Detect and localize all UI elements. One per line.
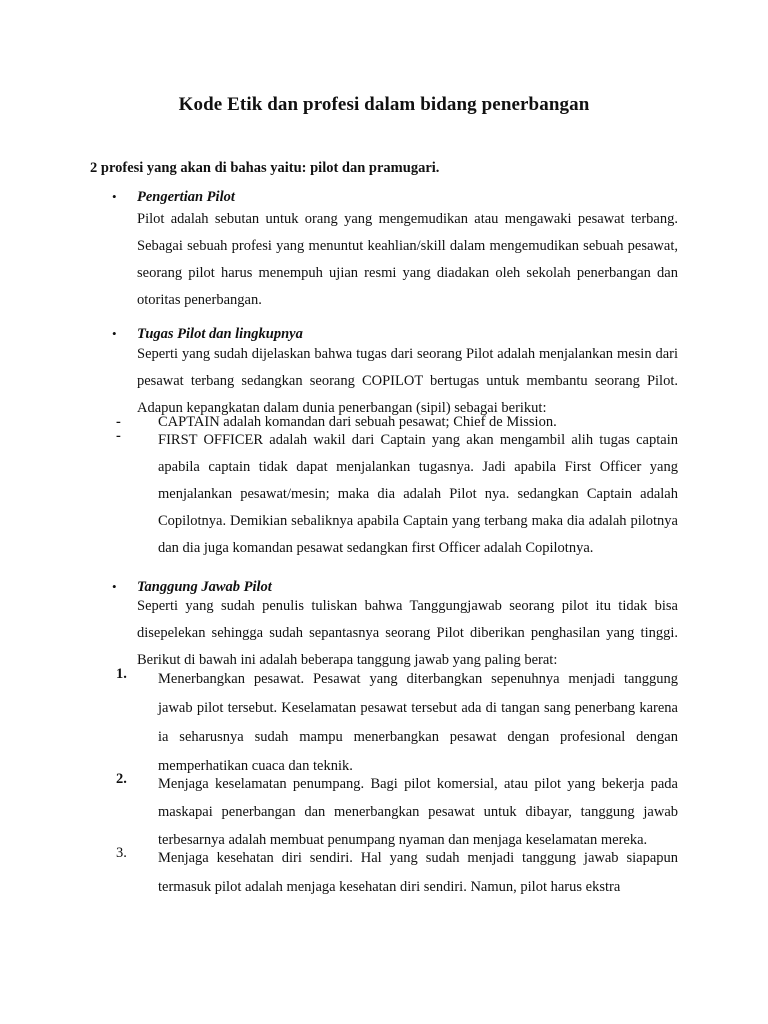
- list-item-text: Menjaga keselamatan penumpang. Bagi pilot komersial, atau pilot yang bekerja pada maskapai penerbangan dan menerbangkan pesawat untuk dibayar, tanggung jawab terbesarnya adalah membuat penumpang nyaman dan menjaga keselamatan mereka.: [158, 776, 678, 848]
- section-paragraph: Seperti yang sudah dijelaskan bahwa tugas dari seorang Pilot adalah menjalankan mesin dari pesawat terbang sedangkan seorang COPILOT bertugas untuk membantu seorang Pilot. Adapun kepangkatan dalam dunia penerbangan (sipil) sebagai berikut:: [137, 346, 678, 416]
- responsibility-list: [116, 665, 678, 902]
- list-item-text: Menjaga kesehatan diri sendiri. Hal yang sudah menjadi tanggung jawab siapapun termasuk pilot adalah menjaga kesehatan diri sendiri. Namun, pilot harus ekstra: [158, 850, 678, 895]
- list-item: [116, 665, 678, 781]
- bullet-dot-icon: •: [112, 189, 117, 204]
- list-item-text: Menerbangkan pesawat. Pesawat yang diterbangkan sepenuhnya menjadi tanggung jawab pilot tersebut. Keselamatan pesawat tersebut ada di tangan sang penerbang karena ia seharusnya sudah mampu menerbangkan pesawat dengan profesional dengan memperhatikan cuaca dan teknik.: [158, 671, 678, 774]
- section-paragraph: Pilot adalah sebutan untuk orang yang mengemudikan atau mengawaki pesawat terbang. Sebagai sebuah profesi yang menuntut keahlian/skill dalam mengemudikan sebuah pesawat, seorang pilot harus menempuh ujian resmi yang diadakan oleh sekolah penerbangan dan otoritas penerbangan.: [137, 211, 678, 308]
- number-marker: 1.: [116, 666, 127, 682]
- section-heading: Tugas Pilot dan lingkupnya: [137, 326, 303, 342]
- dash-marker: -: [116, 428, 121, 444]
- section-paragraph: Seperti yang sudah penulis tuliskan bahwa Tanggungjawab seorang pilot itu tidak bisa disepelekan sehingga sudah sepantasnya seorang Pilot diberikan penghasilan yang tinggi. Berikut di bawah ini adalah beberapa tanggung jawab yang paling berat:: [137, 598, 678, 668]
- bullet-dot-icon: •: [112, 579, 117, 594]
- document-title: Kode Etik dan profesi dalam bidang penerbangan: [178, 94, 590, 115]
- list-item: [116, 770, 678, 854]
- bullet-dot-icon: •: [112, 326, 117, 341]
- list-item-text: FIRST OFFICER adalah wakil dari Captain yang akan mengambil alih tugas captain apabila captain tidak dapat menjalankan tugasnya. Jadi apabila First Officer yang menjalankan pesawat/mesin; maka dia adalah Pilot nya. sedangkan Captain adalah Copilotnya. Demikian sebaliknya apabila Captain yang terbang maka dia adalah pilotnya dan dia juga komandan pesawat sedangkan first Officer adalah Copilotnya.: [158, 432, 678, 556]
- section-pengertian-pilot: [112, 187, 678, 314]
- section-heading: Tanggung Jawab Pilot: [137, 579, 272, 595]
- section-heading: Pengertian Pilot: [137, 189, 235, 205]
- number-marker: 2.: [116, 771, 127, 787]
- number-marker: 3.: [116, 845, 127, 861]
- section-tugas-pilot: [112, 324, 678, 562]
- intro-line: 2 profesi yang akan di bahas yaitu: pilot dan pramugari.: [90, 160, 440, 176]
- list-item: [116, 427, 678, 562]
- list-item-text: CAPTAIN adalah komandan dari sebuah pesawat; Chief de Mission.: [158, 414, 557, 430]
- rank-list: [116, 413, 678, 562]
- list-item: [116, 844, 678, 902]
- section-tanggung-jawab: [112, 577, 678, 902]
- dash-marker: -: [116, 414, 121, 430]
